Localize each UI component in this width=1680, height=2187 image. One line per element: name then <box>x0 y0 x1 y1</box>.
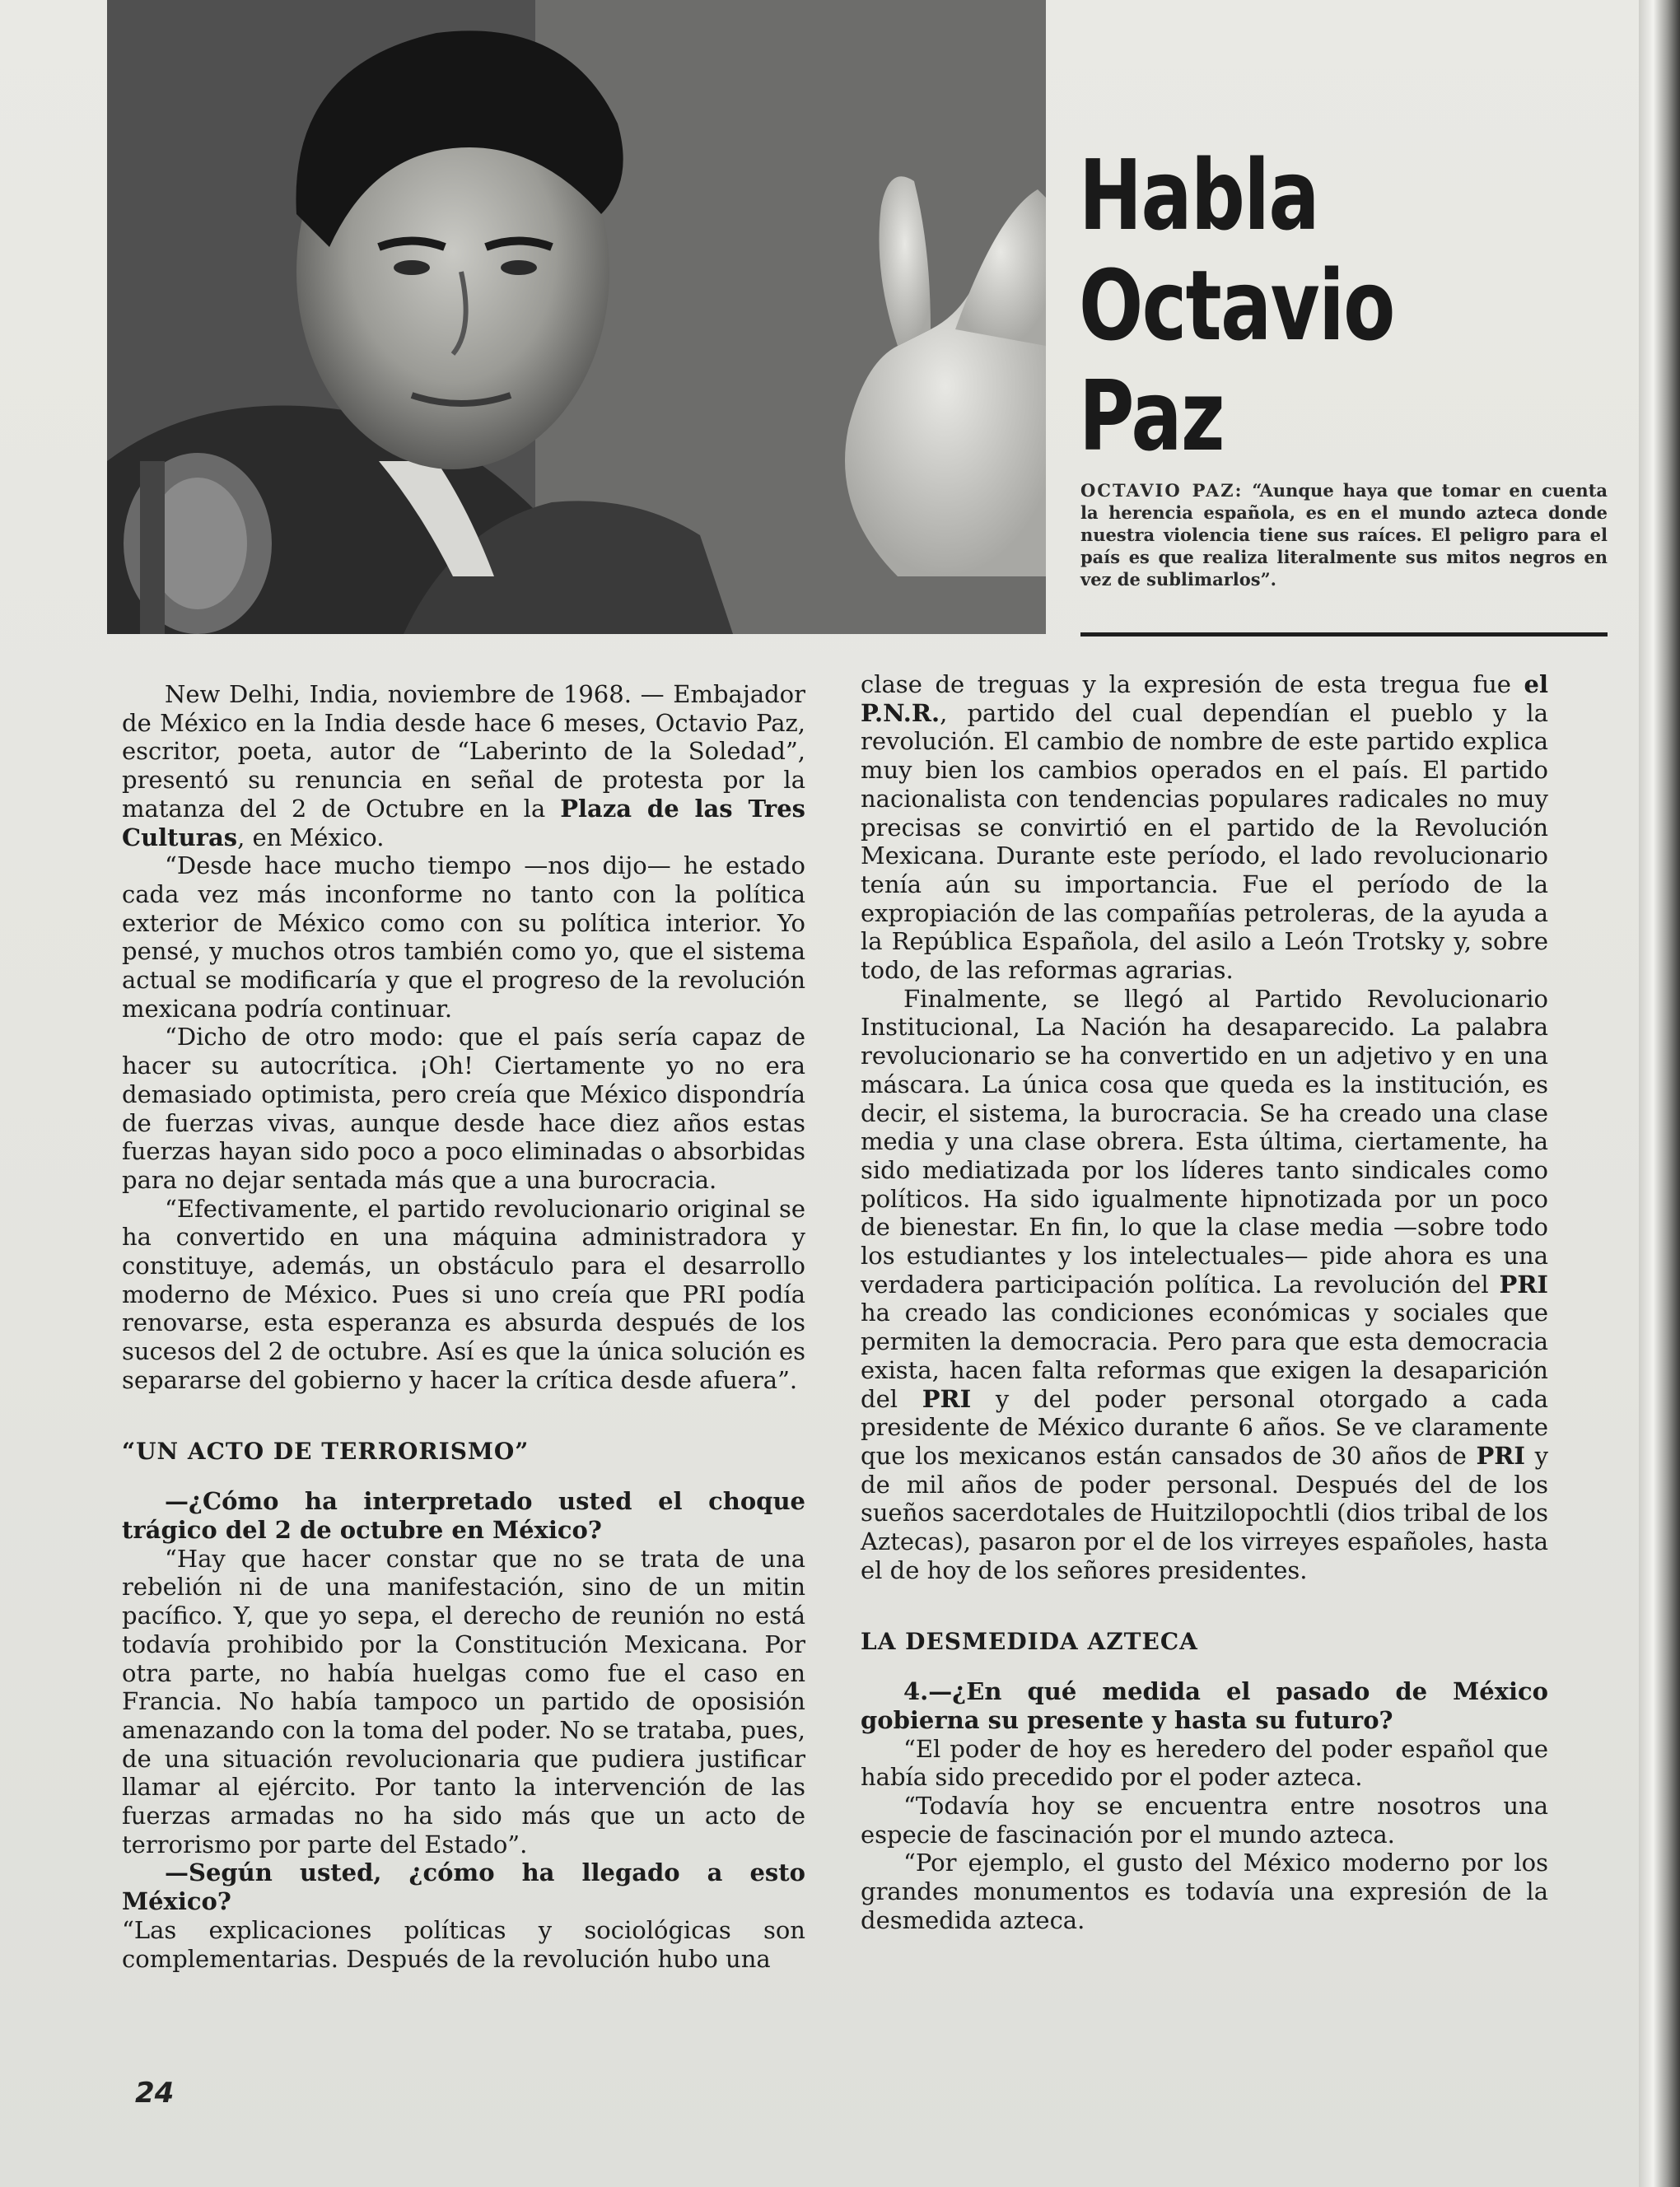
pri-bold: PRI <box>1499 1270 1548 1299</box>
paragraph-text: ha creado las condiciones económicas y sociales que permiten la democracia. Pero para que esta democracia exista, hacen falta reformas que exigen la desaparición del <box>861 1299 1548 1413</box>
photo-caption <box>1080 479 1608 590</box>
party-name-bold: el P.N.R. <box>861 670 1548 727</box>
section-subhead: “UN ACTO DE TERRORISMO” <box>122 1437 530 1465</box>
right-column <box>861 670 1548 1935</box>
caption-speaker: OCTAVIO PAZ: <box>1080 480 1244 501</box>
pri-bold: PRI <box>922 1384 972 1413</box>
interview-answer: “El poder de hoy es heredero del poder español que había sido precedido por el poder azteca. <box>861 1734 1548 1792</box>
paragraph <box>861 985 1548 1585</box>
paragraph-text: clase de treguas y la expresión de esta tregua fue <box>861 670 1511 698</box>
interview-answer: “Las explicaciones políticas y sociológicas son complementarias. Después de la revolución hubo una <box>122 1915 805 1973</box>
interview-question: 4.—¿En qué medida el pasado de México gobierna su presente y hasta su futuro? <box>861 1677 1548 1734</box>
pri-bold: PRI <box>1476 1441 1525 1470</box>
headline-line-1: Habla <box>1079 138 1318 252</box>
intro-bold-place: Plaza de las Tres Culturas <box>122 794 805 851</box>
paragraph: “Desde hace mucho tiempo —nos dijo— he estado cada vez más inconforme no tanto con la política exterior de México como con su política interior. Yo pensé, y muchos otros también como yo, que el sistema actual se modificaría y que el progreso de la revolución mexicana podría continuar. <box>122 851 805 1023</box>
paragraph-text: Finalmente, se llegó al Partido Revolucionario Institucional, La Nación ha desaparecido. La palabra revolucionario se ha convertido en un adjetivo y en una máscara. La única cosa que queda es la institución, es decir, el sistema, la burocracia. Se ha creado una clase media y una clase obrera. Esta última, ciertamente, ha sido mediatizada por los líderes tanto sindicales como políticos. Ha sido igualmente hipnotizada por un poco de bienestar. En fin, lo que la clase media —sobre todo los estudiantes y los intelectuales— pide ahora es una verdadera participación política. La revolución del <box>861 984 1548 1299</box>
paragraph: “Dicho de otro modo: que el país sería capaz de hacer su autocrítica. ¡Oh! Ciertamente yo no era demasiado optimista, pero creía que México dispondría de fuerzas vivas, aunque desde hace diez años estas fuerzas hayan sido poco a poco eliminadas o absorbidas para no dejar sentada más que a una burocracia. <box>122 1023 805 1194</box>
interview-answer: “Por ejemplo, el gusto del México moderno por los grandes monumentos es todavía una expresión de la desmedida azteca. <box>861 1849 1548 1934</box>
headline <box>1079 140 1490 471</box>
page-edge-shadow <box>1639 0 1680 2187</box>
caption-quote: “Aunque haya que tomar en cuenta la herencia española, es en el mundo azteca donde nuestra violencia tiene sus raíces. El peligro para el país es que realiza literalmente sus mitos negros en vez de sublimarlos”. <box>1080 480 1608 590</box>
headline-line-3: Paz <box>1079 359 1224 473</box>
headline-line-2: Octavio <box>1079 249 1394 362</box>
paragraph <box>861 670 1548 985</box>
paragraph-text: , partido del cual dependían el pueblo y la revolución. El cambio de nombre de este partido explica muy bien los cambios operados en el país. El partido nacionalista con tendencias populares radicales no muy precisas se convirtió en el partido de la Revolución Mexicana. Durante este período, el lado revolucionario tenía aún su importancia. Fue el período de la expropiación de las compañías petroleras, de la ayuda a la República Española, del asilo a León Trotsky y, sobre todo, de las reformas agrarias. <box>861 698 1548 985</box>
interview-answer: “Todavía hoy se encuentra entre nosotros una especie de fascinación por el mundo azteca. <box>861 1792 1548 1849</box>
page-number: 24 <box>135 2077 175 2110</box>
intro-text: New Delhi, India, noviembre de 1968. — Embajador de México en la India desde hace 6 meses, Octavio Paz, escritor, poeta, autor de “Laberinto de la Soledad”, presentó su renuncia en señal de protesta por la matanza del 2 de Octubre en la <box>122 680 805 823</box>
interview-question: —Según usted, ¿cómo ha llegado a esto México? <box>122 1858 805 1916</box>
paragraph: “Efectivamente, el partido revolucionario original se ha convertido en una máquina administradora y constituye, además, un obstáculo para el desarrollo moderno de México. Pues si uno creía que PRI podía renovarse, esta esperanza es absurda después de los sucesos del 2 de octubre. Así es que la única solución es separarse del gobierno y hacer la crítica desde afuera”. <box>122 1194 805 1394</box>
intro-end: , en México. <box>237 823 385 851</box>
left-column <box>122 680 805 1973</box>
caption-rule <box>1080 632 1608 637</box>
interview-question: —¿Cómo ha interpretado usted el choque trágico del 2 de octubre en México? <box>122 1487 805 1544</box>
section-subhead: LA DESMEDIDA AZTECA <box>861 1627 1198 1655</box>
interview-answer: “Hay que hacer constar que no se trata de una rebelión ni de una manifestación, sino de un mitin pacífico. Y, que yo sepa, el derecho de reunión no está todavía prohibido por la Constitución Mexicana. Por otra parte, no había huelgas como fue el caso en Francia. No había tampoco un partido de oposisión amenazando con la toma del poder. No se trataba, pues, de una situación revolucionaria que pudiera justificar llamar al ejército. Por tanto la intervención de las fuerzas armadas no ha sido más que un acto de terrorismo por parte del Estado”. <box>122 1544 805 1858</box>
paragraph-text: y de mil años de poder personal. Después del de los sueños sacerdotales de Huitzilopochtli (dios tribal de los Aztecas), pasaron por el de los virreyes españoles, hasta el de hoy de los señores presidentes. <box>861 1441 1549 1584</box>
paragraph-text: y del poder personal otorgado a cada presidente de México durante 6 años. Se ve claramente que los mexicanos están cansados de 30 años de <box>861 1384 1549 1470</box>
portrait-photo <box>107 0 1046 634</box>
intro-paragraph <box>122 680 805 851</box>
portrait-illustration <box>107 0 1046 634</box>
